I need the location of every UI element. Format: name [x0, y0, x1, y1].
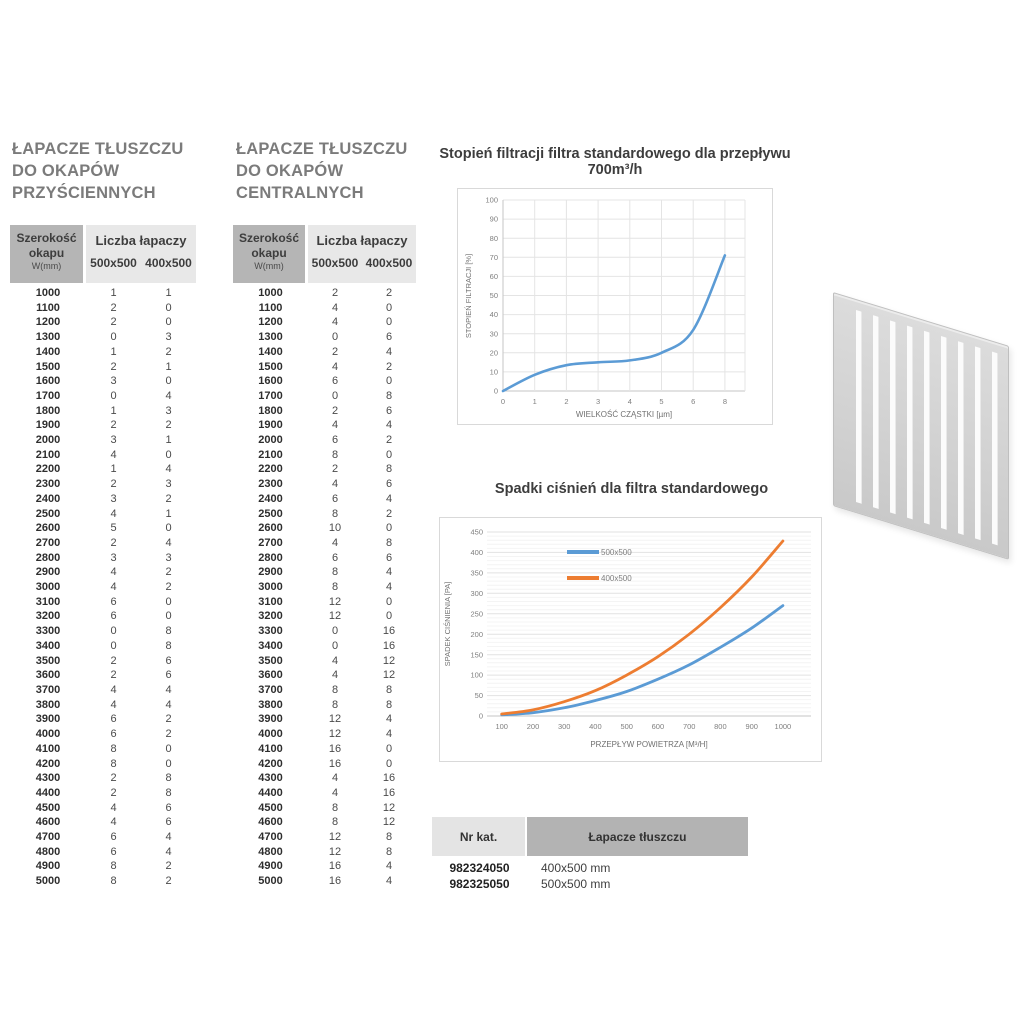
svg-text:400x500: 400x500: [601, 574, 632, 583]
svg-text:250: 250: [470, 609, 483, 619]
filter-slots-graphic: [845, 307, 999, 546]
table-row: 1000 2 2: [258, 287, 393, 299]
table-row: 1900 2 2: [35, 419, 172, 432]
table-row: 1500 2 1: [35, 360, 172, 373]
pressure-drop-chart: [439, 517, 822, 762]
grease-filter-product-image: [833, 292, 1009, 560]
table-row: 3500 2 6: [35, 654, 172, 667]
svg-text:STOPIEŃ FILTRACJI [%]: STOPIEŃ FILTRACJI [%]: [464, 253, 473, 339]
table-row: 3900 12 4: [258, 713, 393, 726]
table-row: 1900 4 4: [258, 419, 393, 432]
table-row: 3200 6 0: [35, 610, 172, 623]
svg-text:50: 50: [489, 291, 498, 301]
svg-text:100: 100: [470, 670, 483, 680]
table-row: 1000 1 1: [35, 287, 172, 299]
svg-text:70: 70: [489, 252, 498, 262]
table-row: 3100 6 0: [35, 595, 172, 608]
column-header-grease-traps: Łapacze tłuszczu: [527, 817, 748, 856]
table-row: 1800 2 6: [258, 404, 393, 417]
table-row: 1700 0 8: [258, 389, 393, 402]
svg-text:4: 4: [627, 397, 632, 406]
svg-text:0: 0: [500, 397, 506, 406]
table-row: 4400 2 8: [35, 786, 172, 799]
column-header-400x500: 400x500: [365, 256, 413, 270]
column-header-500x500: 500x500: [311, 256, 359, 270]
table-row: 3400 0 16: [258, 639, 396, 652]
svg-text:5: 5: [659, 397, 664, 406]
table-row: 3900 6 2: [35, 713, 172, 726]
svg-text:300: 300: [557, 722, 571, 731]
table-row: 2200 2 8: [258, 463, 393, 476]
table-row: 4700 6 4: [35, 831, 172, 844]
table-row: 2600 5 0: [35, 522, 172, 535]
table-row: 4900 8 2: [35, 860, 172, 873]
table-row: 2900 8 4: [258, 566, 393, 579]
table-row: 1100 4 0: [258, 301, 393, 314]
title-line: DO OKAPÓW: [236, 162, 344, 180]
table-row: 4300 2 8: [35, 772, 172, 785]
filtration-efficiency-chart: [457, 188, 773, 425]
table-row: 4600 8 12: [258, 816, 396, 829]
table-row: 2100 4 0: [35, 448, 172, 461]
central-table-body: [233, 286, 416, 889]
table-row: 3300 0 16: [258, 625, 396, 638]
svg-text:150: 150: [470, 650, 483, 660]
title-line: PRZYŚCIENNYCH: [12, 184, 156, 202]
catalog-table-body: [432, 860, 748, 892]
central-hoods-section-title: [236, 138, 408, 204]
table-row: 3700 8 8: [258, 683, 393, 696]
table-row: 4100 8 0: [35, 742, 172, 755]
svg-text:30: 30: [489, 329, 498, 339]
svg-text:80: 80: [489, 233, 498, 243]
table-row: 5000 8 2: [35, 875, 172, 888]
wall-hoods-section-title: [12, 138, 184, 204]
table-row: 2400 6 4: [258, 492, 393, 505]
table-row: 2800 6 6: [258, 551, 393, 564]
svg-text:450: 450: [470, 527, 483, 537]
table-row: 1800 1 3: [35, 404, 172, 417]
table-row: 4900 16 4: [258, 860, 393, 873]
table-row: 2900 4 2: [35, 566, 172, 579]
svg-text:60: 60: [489, 272, 498, 281]
table-row: 4000 12 4: [258, 728, 393, 741]
table-row: 1700 0 4: [35, 389, 172, 402]
table-row: 2600 10 0: [258, 522, 393, 535]
column-header-catalog-no: Nr kat.: [432, 817, 525, 856]
table-row: 3600 2 6: [35, 669, 172, 682]
svg-text:900: 900: [745, 722, 758, 731]
table-row: 2000 6 2: [258, 434, 393, 447]
table-row: 2700 4 8: [258, 536, 393, 549]
svg-text:2: 2: [564, 397, 569, 406]
table-row: 1500 4 2: [258, 360, 393, 373]
catalog-table-header: [432, 817, 748, 856]
table-row: 1400 1 2: [35, 345, 172, 358]
table-row: 4000 6 2: [35, 728, 172, 741]
column-header-hood-width: Szerokość okapu W(mm): [233, 225, 305, 283]
table-row: 1200 2 0: [35, 316, 172, 329]
svg-text:200: 200: [526, 722, 540, 731]
table-row: 2800 3 3: [35, 551, 172, 564]
table-row: 3700 4 4: [35, 683, 172, 696]
table-row: 1300 0 6: [258, 331, 393, 344]
title-line: ŁAPACZE TŁUSZCZU: [236, 140, 408, 158]
table-row: 3400 0 8: [35, 639, 172, 652]
table-row: 4400 4 16: [258, 786, 396, 799]
catalog-number-table: [432, 817, 748, 892]
table-row: 4200 16 0: [258, 757, 393, 770]
table-row: 3500 4 12: [258, 654, 396, 667]
table-row: 3200 12 0: [258, 610, 393, 623]
table-row: 2500 8 2: [258, 507, 393, 520]
svg-text:10: 10: [489, 367, 498, 377]
table-row: 2500 4 1: [35, 507, 172, 520]
table-row: 1600 6 0: [258, 375, 393, 388]
table-row: 4700 12 8: [258, 831, 393, 844]
title-line: CENTRALNYCH: [236, 184, 364, 202]
svg-text:40: 40: [489, 310, 498, 320]
column-header-hood-width: Szerokość okapu W(mm): [10, 225, 83, 283]
svg-text:400: 400: [589, 722, 602, 731]
table-row: 4800 6 4: [35, 845, 172, 858]
svg-text:350: 350: [470, 568, 483, 578]
table-row: 982324050 400x500 mm: [449, 861, 611, 875]
table-row: 3800 4 4: [35, 698, 172, 711]
svg-text:SPADEK CIŚNIENIA [PA]: SPADEK CIŚNIENIA [PA]: [443, 581, 452, 667]
table-row: 4500 4 6: [35, 801, 172, 814]
table-row: 1300 0 3: [35, 331, 172, 344]
table-row: 4500 8 12: [258, 801, 396, 814]
table-row: 4100 16 0: [258, 742, 393, 755]
svg-text:500x500: 500x500: [601, 548, 632, 557]
column-header-trap-count: Liczba łapaczy 500x500 400x500: [308, 225, 416, 283]
table-row: 3100 12 0: [258, 595, 393, 608]
table-row: 3600 4 12: [258, 669, 396, 682]
svg-text:1: 1: [532, 397, 537, 406]
table-header: [10, 225, 196, 283]
svg-text:400: 400: [470, 548, 483, 557]
table-row: 2000 3 1: [35, 434, 172, 447]
column-header-trap-count: Liczba łapaczy 500x500 400x500: [86, 225, 196, 283]
table-row: 1100 2 0: [36, 301, 172, 314]
filtration-chart-title: Stopień filtracji filtra standardowego dla przepływu 700m³/h: [439, 146, 791, 178]
table-row: 5000 16 4: [258, 875, 393, 888]
wall-hoods-table: [10, 225, 196, 889]
svg-text:50: 50: [474, 691, 483, 701]
svg-text:90: 90: [489, 214, 498, 224]
svg-text:1000: 1000: [774, 722, 792, 731]
svg-text:WIELKOŚĆ CZĄSTKI [µm]: WIELKOŚĆ CZĄSTKI [µm]: [575, 410, 673, 419]
svg-text:3: 3: [596, 397, 601, 406]
svg-text:100: 100: [485, 195, 498, 205]
svg-text:100: 100: [495, 722, 508, 731]
svg-text:200: 200: [470, 629, 483, 639]
svg-text:6: 6: [691, 397, 696, 406]
table-row: 1400 2 4: [258, 345, 393, 358]
table-row: 4200 8 0: [35, 757, 172, 770]
table-row: 2200 1 4: [35, 463, 172, 476]
table-row: 4600 4 6: [35, 816, 172, 829]
title-line: ŁAPACZE TŁUSZCZU: [12, 140, 184, 158]
table-row: 2400 3 2: [35, 492, 172, 505]
table-row: 3800 8 8: [258, 698, 393, 711]
table-row: 2100 8 0: [258, 448, 393, 461]
svg-text:8: 8: [722, 397, 727, 406]
table-row: 1600 3 0: [35, 375, 172, 388]
table-row: 982325050 500x500 mm: [449, 877, 611, 891]
svg-text:600: 600: [651, 722, 665, 731]
svg-text:800: 800: [714, 722, 727, 731]
svg-text:20: 20: [489, 348, 498, 358]
svg-text:PRZEPŁYW POWIETRZA [M³/H]: PRZEPŁYW POWIETRZA [M³/H]: [590, 740, 708, 749]
svg-text:0: 0: [478, 711, 483, 721]
table-row: 1200 4 0: [258, 316, 393, 329]
title-line: DO OKAPÓW: [12, 162, 120, 180]
column-header-500x500: 500x500: [90, 256, 137, 270]
table-header: [233, 225, 416, 283]
table-row: 4300 4 16: [258, 772, 396, 785]
central-hoods-table: [233, 225, 416, 889]
table-row: 2300 4 6: [258, 478, 393, 491]
wall-table-body: [10, 286, 196, 889]
table-row: 3000 4 2: [35, 581, 172, 594]
table-row: 2700 2 4: [35, 536, 172, 549]
table-row: 2300 2 3: [35, 478, 172, 491]
svg-text:0: 0: [493, 386, 498, 396]
pressure-chart-title: Spadki ciśnień dla filtra standardowego: [494, 481, 769, 497]
table-row: 4800 12 8: [258, 845, 393, 858]
svg-text:700: 700: [682, 722, 696, 731]
svg-text:300: 300: [470, 588, 483, 598]
column-header-400x500: 400x500: [145, 256, 192, 270]
table-row: 3300 0 8: [35, 625, 172, 638]
svg-text:500: 500: [620, 722, 633, 731]
table-row: 3000 8 4: [258, 581, 393, 594]
